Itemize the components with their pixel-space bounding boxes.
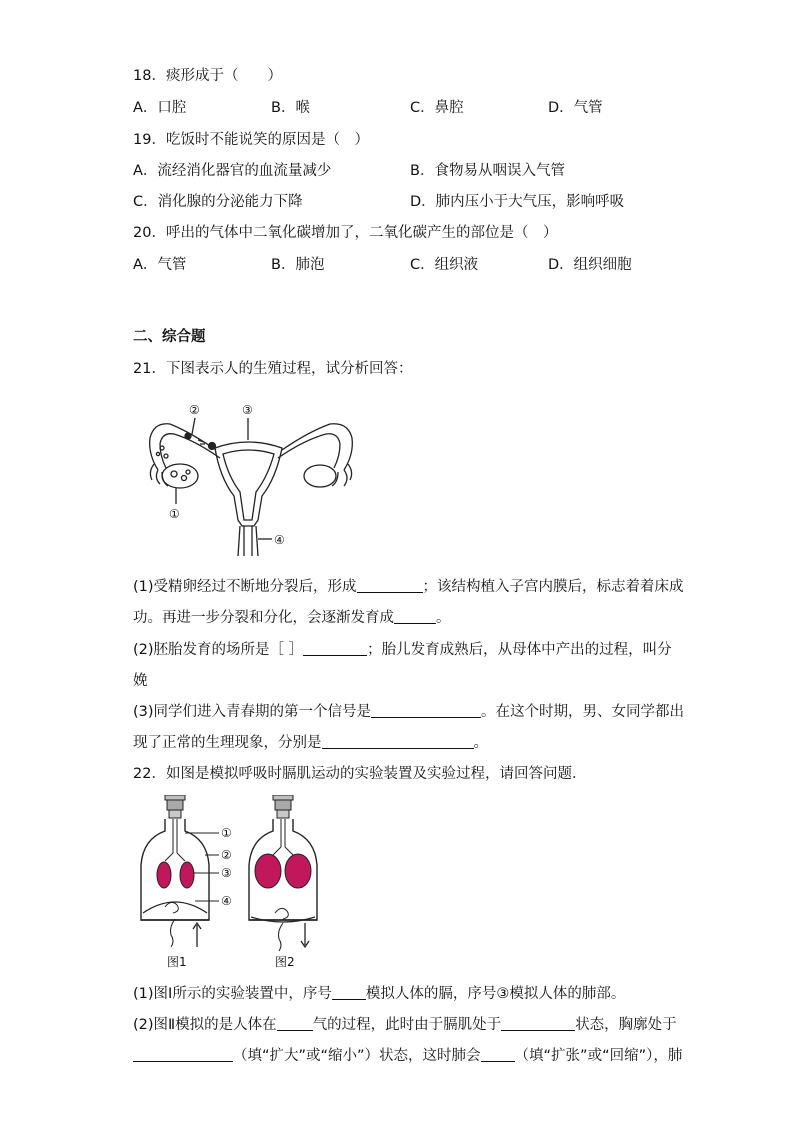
label-2: ②	[221, 848, 232, 862]
q21-p2-text: ；胎儿发育成熟后，从母体中产出的过程，叫分	[367, 642, 672, 658]
q21-part2-line1	[133, 641, 672, 659]
q22-part2-line2	[133, 1047, 682, 1065]
q19-option-d: D．肺内压小于大气压，影响呼吸	[410, 194, 625, 210]
label-2: ②	[189, 403, 200, 417]
q20-option-b: B．肺泡	[271, 257, 325, 273]
q21-p1-text: (1)受精卵经过不断地分裂后，形成	[133, 579, 357, 595]
q20-stem: 20．呼出的气体中二氧化碳增加了，二氧化碳产生的部位是（ ）	[133, 225, 558, 241]
q22-p1-text: 模拟人体的膈，序号③模拟人体的肺部。	[365, 986, 626, 1002]
q21-p3-text: 。在这个时期，男、女同学都出	[481, 704, 685, 720]
q19-option-b: B．食物易从咽误入气管	[410, 163, 565, 179]
diaphragm-model-diagram	[135, 795, 380, 975]
q22-p2-text: （填“扩大”或“缩小”）状态，这时肺会	[233, 1048, 481, 1064]
q21-stem: 21．下图表示人的生殖过程，试分析回答：	[133, 361, 413, 377]
q19-option-a: A．流经消化器官的血流量减少	[133, 163, 332, 179]
label-4: ④	[221, 894, 232, 908]
q21-p1-text: 功。再进一步分裂和分化，会逐渐发育成	[133, 610, 394, 626]
q21-part3-line1	[133, 703, 684, 721]
q22-p1-text: (1)图Ⅰ所示的实验装置中，序号	[133, 986, 332, 1002]
answer-blank[interactable]	[322, 734, 474, 749]
reproductive-system-diagram	[140, 398, 365, 558]
answer-blank[interactable]	[394, 609, 436, 624]
label-1: ①	[169, 507, 180, 521]
label-1: ①	[221, 826, 232, 840]
q21-p1-text: ；该结构植入子宫内膜后，标志着着床成	[422, 579, 684, 595]
q19-stem: 19．吃饭时不能说笑的原因是（ ）	[133, 132, 369, 148]
q20-option-d: D．组织细胞	[548, 257, 632, 273]
answer-blank[interactable]	[481, 1047, 515, 1062]
answer-blank[interactable]	[357, 578, 423, 593]
q18-option-c: C．鼻腔	[410, 100, 464, 116]
q22-part1	[133, 985, 625, 1003]
q18-option-b: B．喉	[271, 100, 310, 116]
answer-blank[interactable]	[371, 703, 481, 718]
figure-1-caption: 图1	[167, 955, 187, 969]
q22-stem: 22．如图是模拟呼吸时膈肌运动的实验装置及实验过程，请回答问题．	[133, 766, 587, 782]
answer-blank[interactable]	[133, 1047, 233, 1062]
q19-option-c: C．消化腺的分泌能力下降	[133, 194, 303, 210]
q21-part2-line2: 娩	[133, 673, 148, 689]
q20-option-a: A．气管	[133, 257, 187, 273]
figure-1-apparatus	[141, 795, 232, 969]
q21-part3-line2	[133, 734, 488, 752]
q22-p2-text: 状态，胸廓处于	[575, 1017, 677, 1033]
answer-blank[interactable]	[303, 641, 367, 656]
q22-p2-text: （填“扩张”或“回缩”），肺	[514, 1048, 683, 1064]
q18-option-d: D．气管	[548, 100, 603, 116]
q21-p3-text: 。	[473, 735, 488, 751]
q20-option-c: C．组织液	[410, 257, 479, 273]
figure-2-apparatus	[249, 795, 317, 969]
q21-p1-text: 。	[436, 610, 451, 626]
answer-blank[interactable]	[277, 1016, 313, 1031]
label-3: ③	[221, 866, 232, 880]
q21-p2-text: (2)胚胎发育的场所是［ ］	[133, 642, 304, 658]
answer-blank[interactable]	[501, 1016, 575, 1031]
q21-p3-text: (3)同学们进入青春期的第一个信号是	[133, 704, 372, 720]
q21-part1-line1	[133, 578, 684, 596]
figure-2-caption: 图2	[275, 955, 295, 969]
section-heading: 二、综合题	[133, 329, 206, 345]
q18-option-a: A．口腔	[133, 100, 187, 116]
q18-stem: 18．痰形成于（ ）	[133, 68, 282, 84]
q22-part2-line1	[133, 1016, 677, 1034]
q22-p2-text: 气的过程，此时由于膈肌处于	[312, 1017, 502, 1033]
q21-p3-text: 现了正常的生理现象，分别是	[133, 735, 322, 751]
label-3: ③	[242, 403, 253, 417]
q22-p2-text: (2)图Ⅱ模拟的是人体在	[133, 1017, 277, 1033]
q21-part1-line2	[133, 609, 451, 627]
label-4: ④	[274, 533, 285, 547]
answer-blank[interactable]	[332, 985, 366, 1000]
